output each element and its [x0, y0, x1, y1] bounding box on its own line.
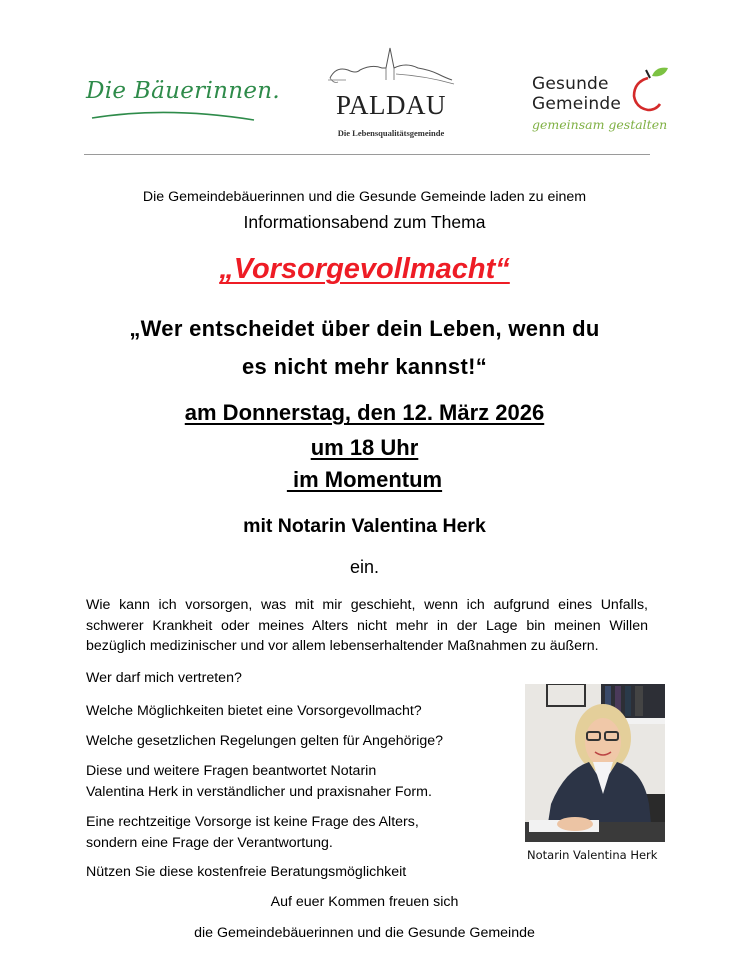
answer-line-1: Diese und weitere Fragen beantwortet Notarin	[86, 763, 377, 779]
speaker-photo	[525, 684, 665, 842]
gesunde-gemeinde-slogan: gemeinsam gestalten	[532, 117, 668, 132]
answer-text	[86, 761, 432, 803]
paldau-tagline: Die Lebensqualitätsgemeinde	[337, 128, 445, 138]
paldau-skyline-icon	[326, 44, 456, 92]
closing-line-1: Auf euer Kommen freuen sich	[270, 894, 459, 910]
logo-die-bauerinnen	[86, 78, 280, 126]
event-speaker: mit Notarin Valentina Herk	[243, 515, 486, 537]
note-line-2: sondern eine Frage der Verantwortung.	[86, 835, 333, 851]
event-location	[0, 467, 729, 493]
responsibility-note	[86, 812, 419, 854]
question-1: Wer darf mich vertreten?	[86, 670, 242, 686]
event-time-text: um 18 Uhr	[310, 435, 419, 460]
question-2: Welche Möglichkeiten bietet eine Vorsorgevollmacht?	[86, 703, 422, 719]
closing-line-2: die Gemeindebäuerinnen und die Gesunde Gemeinde	[194, 925, 535, 941]
paldau-name: PALDAU	[335, 90, 447, 120]
gesunde-gemeinde-line1: Gesunde	[532, 74, 609, 94]
call-to-action: Nützen Sie diese kostenfreie Beratungsmöglichkeit	[86, 864, 407, 880]
bauerinnen-swoosh-icon	[86, 78, 258, 126]
bauerinnen-logo-text: Die Bäuerinnen.	[86, 78, 280, 104]
event-time	[0, 435, 729, 461]
gesunde-gemeinde-line2: Gemeinde	[532, 94, 621, 114]
question-3: Welche gesetzlichen Regelungen gelten für Angehörige?	[86, 733, 444, 749]
logo-gesunde-gemeinde	[530, 62, 670, 137]
note-line-1: Eine rechtzeitige Vorsorge ist keine Frage des Alters,	[86, 814, 419, 830]
intro-paragraph: Wie kann ich vorsorgen, was mit mir geschieht, wenn ich aufgrund eines Unfalls, schwerer Krankheit oder meines Alters nicht mehr in der Lage bin meinen Willen bezüglich medizinischer und vor allem lebenserhaltender Maßnahmen zu äußern.	[86, 597, 648, 654]
answer-line-2: Valentina Herk in verständlicher und praxisnaher Form.	[86, 784, 432, 800]
logo-paldau	[326, 44, 456, 144]
header-divider	[84, 154, 650, 155]
photo-caption: Notarin Valentina Herk	[527, 848, 658, 862]
apple-icon	[630, 64, 670, 114]
invitation-ein: ein.	[349, 557, 380, 577]
portrait-image	[525, 684, 665, 842]
quote-line-1: „Wer entscheidet über dein Leben, wenn du	[129, 316, 600, 341]
event-title-text: „Vorsorgevollmacht“	[219, 253, 510, 285]
intro-line-1: Die Gemeindebäuerinnen und die Gesunde Gemeinde laden zu einem	[142, 189, 587, 205]
event-date	[0, 400, 729, 426]
intro-line-2: Informationsabend zum Thema	[243, 212, 486, 232]
event-title	[0, 253, 729, 286]
event-location-text: im Momentum	[286, 467, 443, 492]
event-date-text: am Donnerstag, den 12. März 2026	[184, 400, 545, 425]
quote-line-2: es nicht mehr kannst!“	[242, 354, 487, 379]
